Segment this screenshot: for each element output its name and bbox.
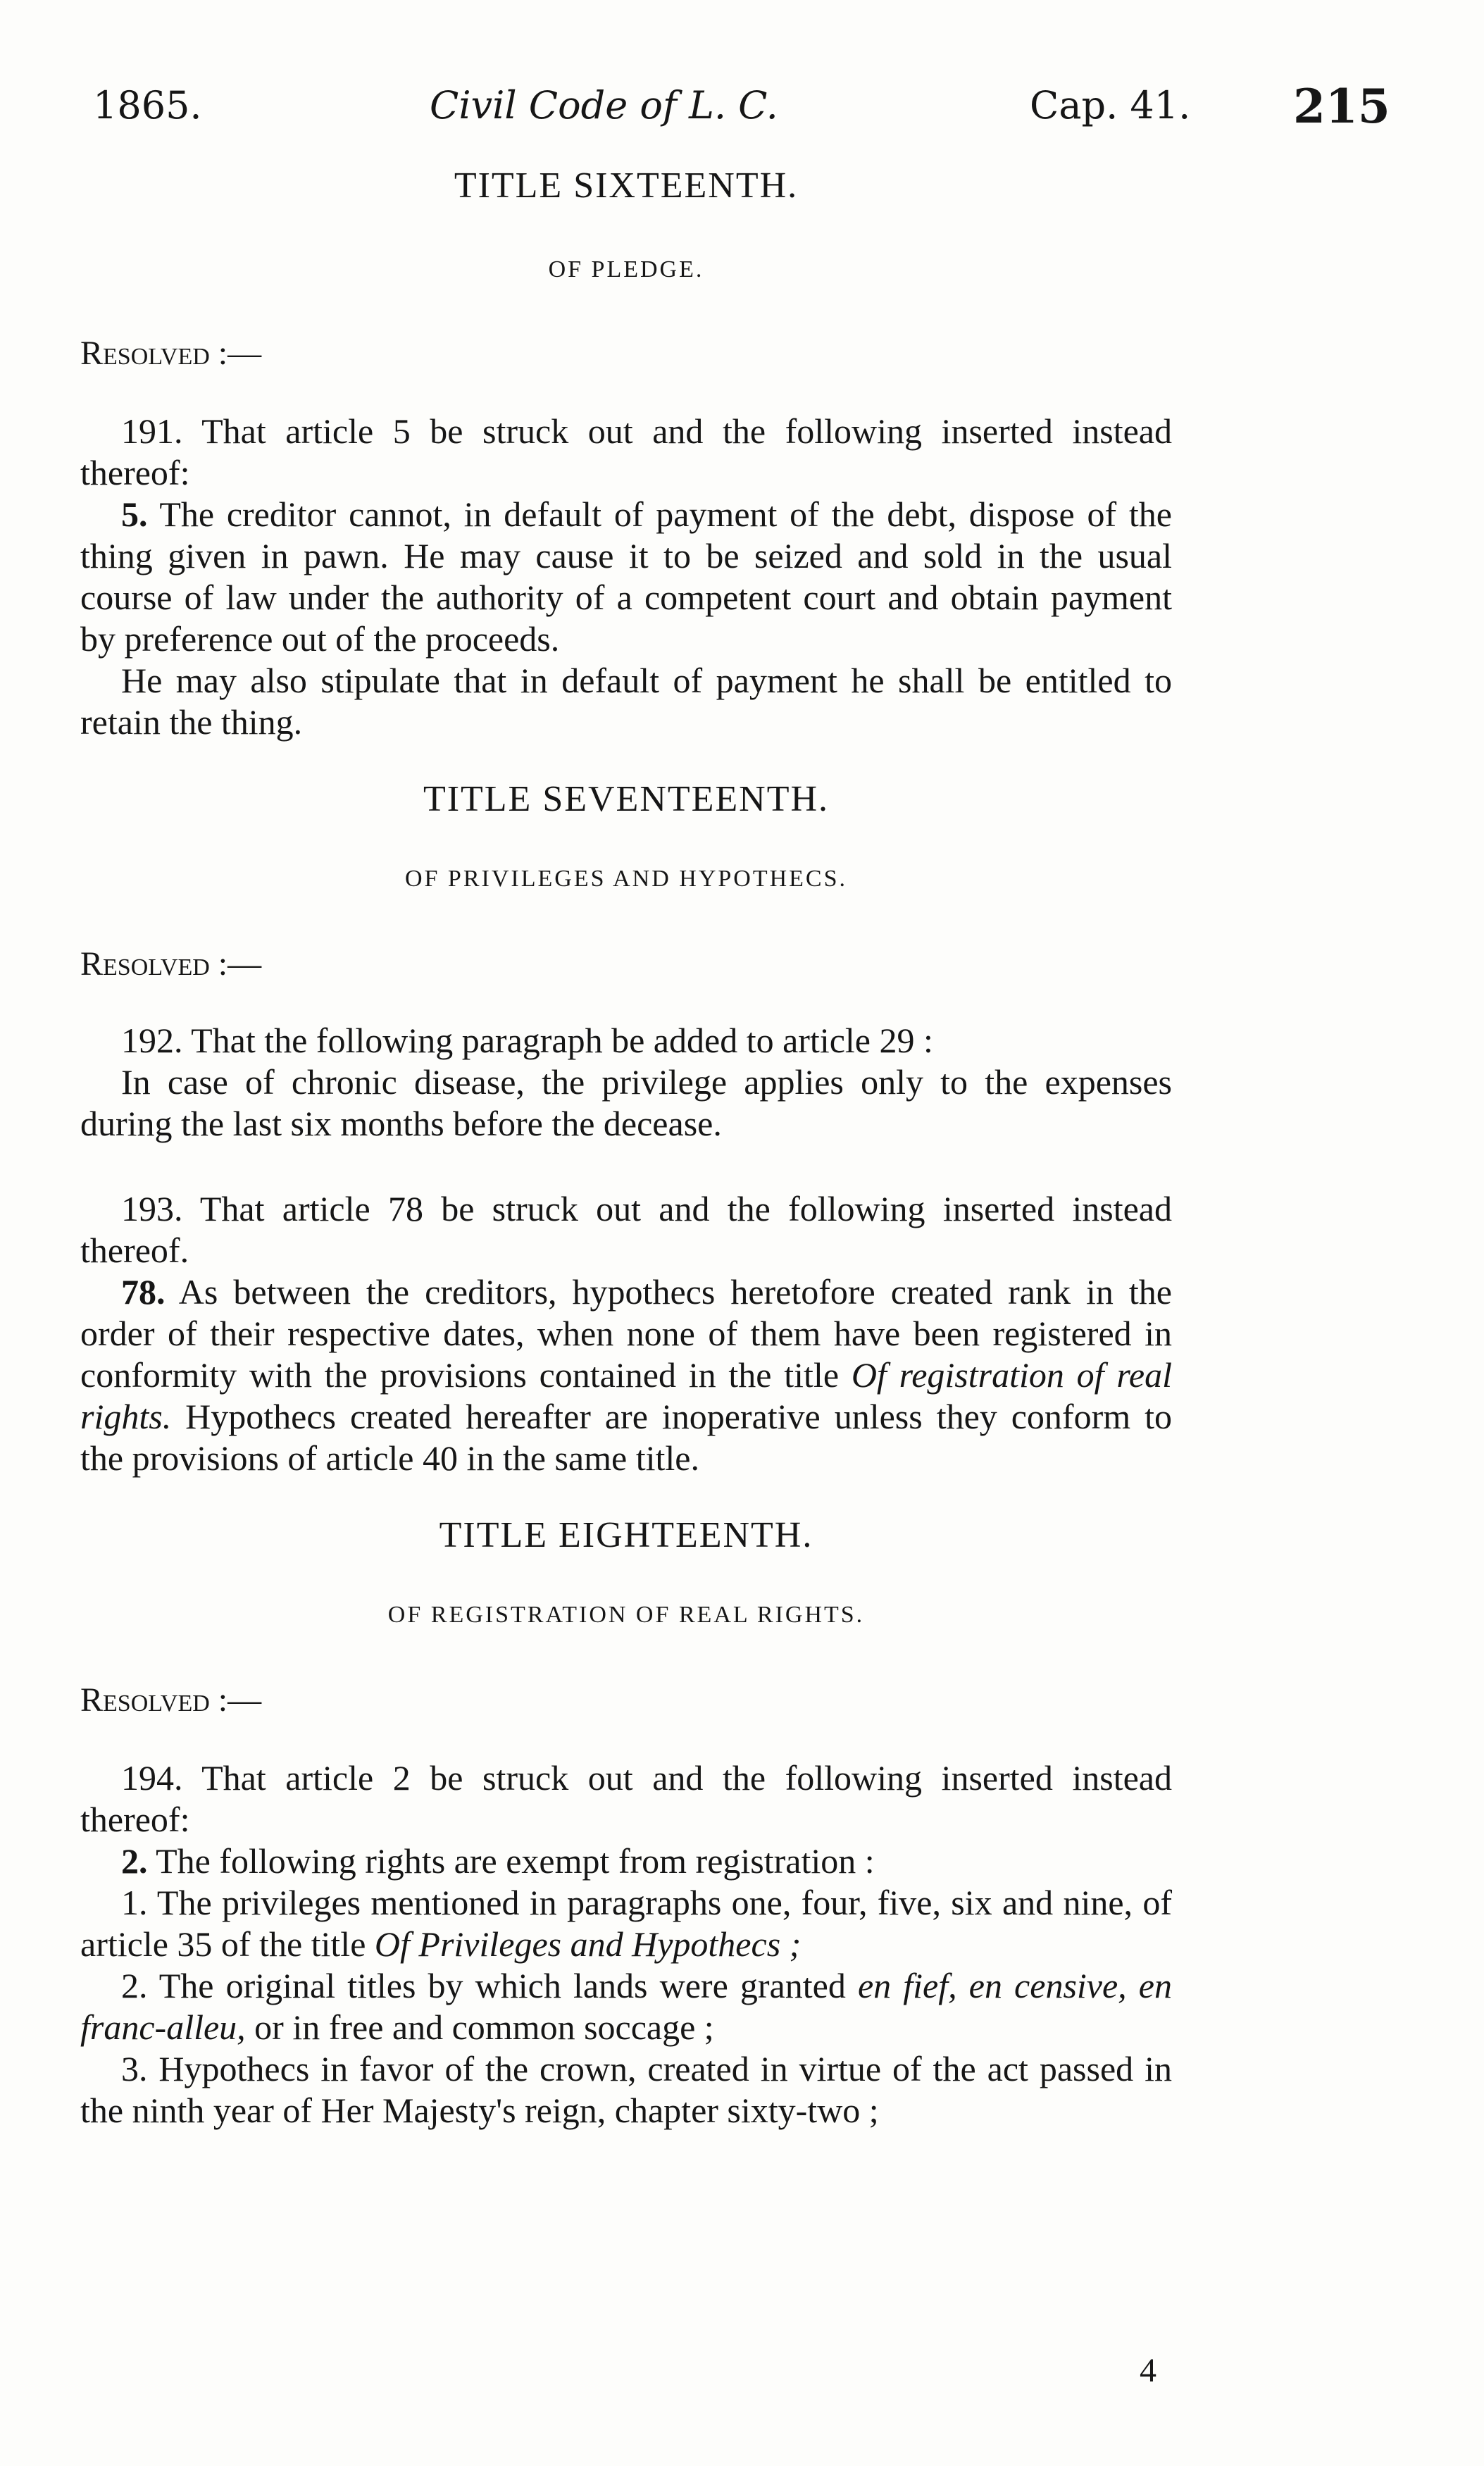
catchword: 4 (1140, 2352, 1156, 2389)
page-number: 215 (1293, 79, 1390, 134)
item-2 (80, 1965, 1172, 2048)
article-text: Hypothecs created hereafter are inoperative unless they conform to the provisions of article 40 in the same title. (80, 1397, 1172, 1478)
article-number: 2. (121, 1841, 148, 1881)
paragraph-191: 191. That article 5 be struck out and the following inserted instead thereof: (80, 411, 1172, 492)
title-seventeenth: TITLE SEVENTEENTH. (423, 779, 830, 819)
subtitle-privileges: OF PRIVILEGES AND HYPOTHECS. (404, 866, 848, 892)
paragraph-194: 194. That article 2 be struck out and the following inserted instead thereof: (80, 1758, 1172, 1839)
title-eighteenth: TITLE EIGHTEENTH. (439, 1515, 813, 1555)
header-chapter: Cap. 41. (1030, 83, 1191, 127)
resolved-label: Resolved :— (80, 945, 262, 983)
tenure-terms: en fief, en censive, en franc-alleu, (80, 1966, 1172, 2047)
title-reference: Of registration of real rights. (80, 1355, 1172, 1436)
item-text: or in free and common soccage ; (245, 2007, 714, 2047)
article-number: 78. (121, 1272, 166, 1312)
paragraph-192: 192. That the following paragraph be added to article 29 : (121, 1021, 933, 1060)
article-78 (80, 1271, 1172, 1479)
article-text: The creditor cannot, in default of payment of the debt, dispose of the thing given in pawn. He may cause it to be seized and sold in the usual course of law under the authority of a competent court and obtain payment by preference out of the proceeds. (80, 494, 1172, 659)
article-5-paragraph-2: He may also stipulate that in default of payment he shall be entitled to retain the thing. (80, 661, 1172, 742)
header-code-title: Civil Code of L. C. (430, 83, 778, 127)
article-text: As between the creditors, hypothecs heretofore created rank in the order of their respective dates, when none of them have been registered in conformity with the provisions contained in the title (80, 1272, 1172, 1395)
paragraph-193: 193. That article 78 be struck out and the following inserted instead thereof. (80, 1189, 1172, 1270)
item-3: 3. Hypothecs in favor of the crown, created in virtue of the act passed in the ninth year of Her Majesty's reign, chapter sixty-two ; (80, 2049, 1172, 2130)
title-reference: Of Privileges and Hypothecs ; (374, 1924, 802, 1964)
title-sixteenth: TITLE SIXTEENTH. (454, 166, 799, 206)
article-5 (80, 494, 1172, 660)
item-text: 1. The privileges mentioned in paragraphs one, four, five, six and nine, of article 35 of the title (80, 1883, 1172, 1964)
item-1 (80, 1882, 1172, 1965)
subtitle-pledge: OF PLEDGE. (548, 256, 704, 282)
paragraph-192-text: In case of chronic disease, the privilege applies only to the expenses during the last six months before the decease. (80, 1062, 1172, 1143)
resolved-label: Resolved :— (80, 1681, 262, 1719)
article-number: 5. (121, 494, 148, 534)
resolved-label: Resolved :— (80, 335, 262, 372)
article-text: The following rights are exempt from registration : (147, 1841, 875, 1881)
item-text: 2. The original titles by which lands were granted (121, 1966, 858, 2005)
page-body (80, 163, 1172, 2131)
article-2 (80, 1841, 1172, 1882)
subtitle-registration: OF REGISTRATION OF REAL RIGHTS. (387, 1602, 865, 1628)
header-year: 1865. (93, 83, 202, 127)
